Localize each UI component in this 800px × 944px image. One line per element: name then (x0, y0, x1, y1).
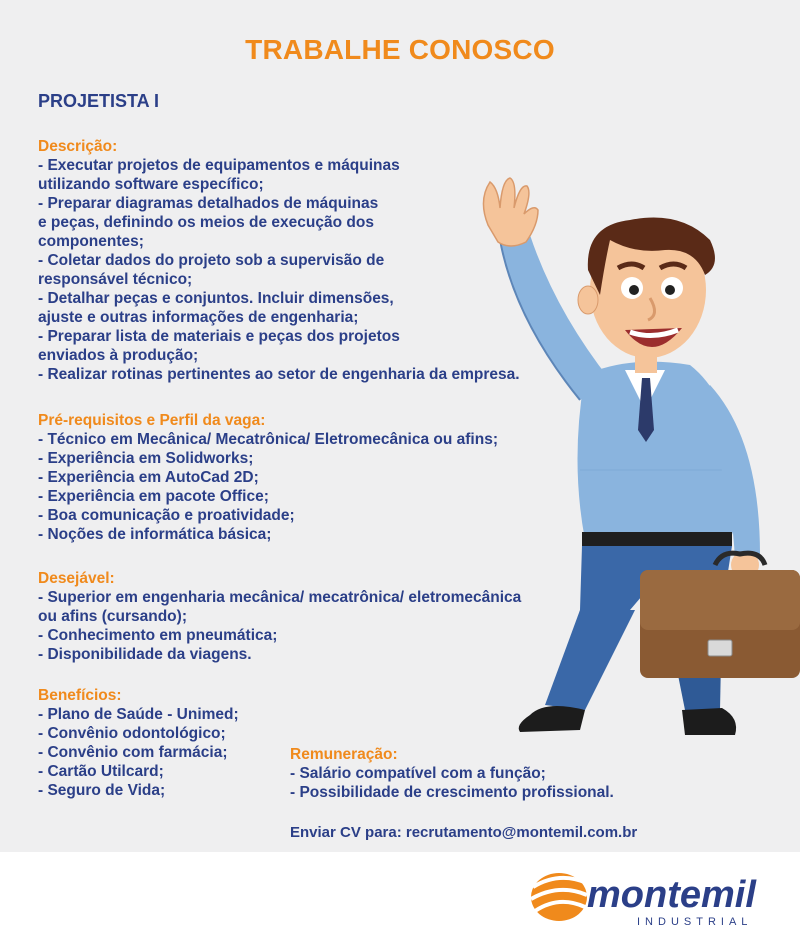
list-item: enviados à produção; (38, 347, 199, 364)
contact-email: Enviar CV para: recrutamento@montemil.com.br (290, 824, 638, 841)
list-item: responsável técnico; (38, 271, 193, 288)
list-item: - Coletar dados do projeto sob a supervisão de (38, 252, 385, 269)
list-item: e peças, definindo os meios de execução dos (38, 214, 374, 231)
list-item: - Preparar diagramas detalhados de máquinas (38, 195, 379, 212)
list-item: - Preparar lista de materiais e peças dos projetos (38, 328, 400, 345)
section-heading: Benefícios: (38, 687, 122, 704)
list-item: - Executar projetos de equipamentos e máquinas (38, 157, 400, 174)
section-beneficios (38, 686, 239, 800)
list-item: - Possibilidade de crescimento profissional. (290, 784, 614, 801)
list-item: - Experiência em AutoCad 2D; (38, 469, 259, 486)
list-item: - Plano de Saúde - Unimed; (38, 706, 239, 723)
logo-wordmark: montemil (587, 874, 756, 916)
list-item: - Boa comunicação e proatividade; (38, 507, 295, 524)
section-heading: Descrição: (38, 138, 118, 155)
logo-subtitle: INDUSTRIAL (637, 916, 753, 928)
list-item: - Experiência em Solidworks; (38, 450, 254, 467)
list-item: - Cartão Utilcard; (38, 763, 164, 780)
section-desejavel (38, 569, 521, 664)
section-heading: Desejável: (38, 570, 115, 587)
list-item: utilizando software específico; (38, 176, 264, 193)
montemil-logo (525, 865, 785, 929)
businessman-illustration (460, 170, 800, 750)
section-descricao (38, 137, 520, 384)
page-title: TRABALHE CONOSCO (245, 34, 555, 65)
list-item: - Conhecimento em pneumática; (38, 627, 278, 644)
list-item: - Salário compatível com a função; (290, 765, 546, 782)
list-item: componentes; (38, 233, 144, 250)
list-item: - Convênio com farmácia; (38, 744, 228, 761)
list-item: - Realizar rotinas pertinentes ao setor de engenharia da empresa. (38, 366, 520, 383)
list-item: - Convênio odontológico; (38, 725, 226, 742)
section-remuneracao (290, 745, 614, 802)
list-item: - Detalhar peças e conjuntos. Incluir dimensões, (38, 290, 394, 307)
list-item: - Experiência em pacote Office; (38, 488, 269, 505)
list-item: ou afins (cursando); (38, 608, 187, 625)
list-item: ajuste e outras informações de engenharia; (38, 309, 359, 326)
montemil-swoosh-icon (531, 873, 587, 921)
list-item: - Seguro de Vida; (38, 782, 166, 799)
list-item: - Disponibilidade da viagens. (38, 646, 252, 663)
section-heading: Pré-requisitos e Perfil da vaga: (38, 412, 266, 429)
job-title: PROJETISTA I (38, 91, 160, 111)
section-prerequisitos (38, 411, 498, 544)
list-item: - Técnico em Mecânica/ Mecatrônica/ Eletromecânica ou afins; (38, 431, 498, 448)
list-item: - Noções de informática básica; (38, 526, 272, 543)
section-heading: Remuneração: (290, 746, 398, 763)
list-item: - Superior em engenharia mecânica/ mecatrônica/ eletromecânica (38, 589, 522, 606)
